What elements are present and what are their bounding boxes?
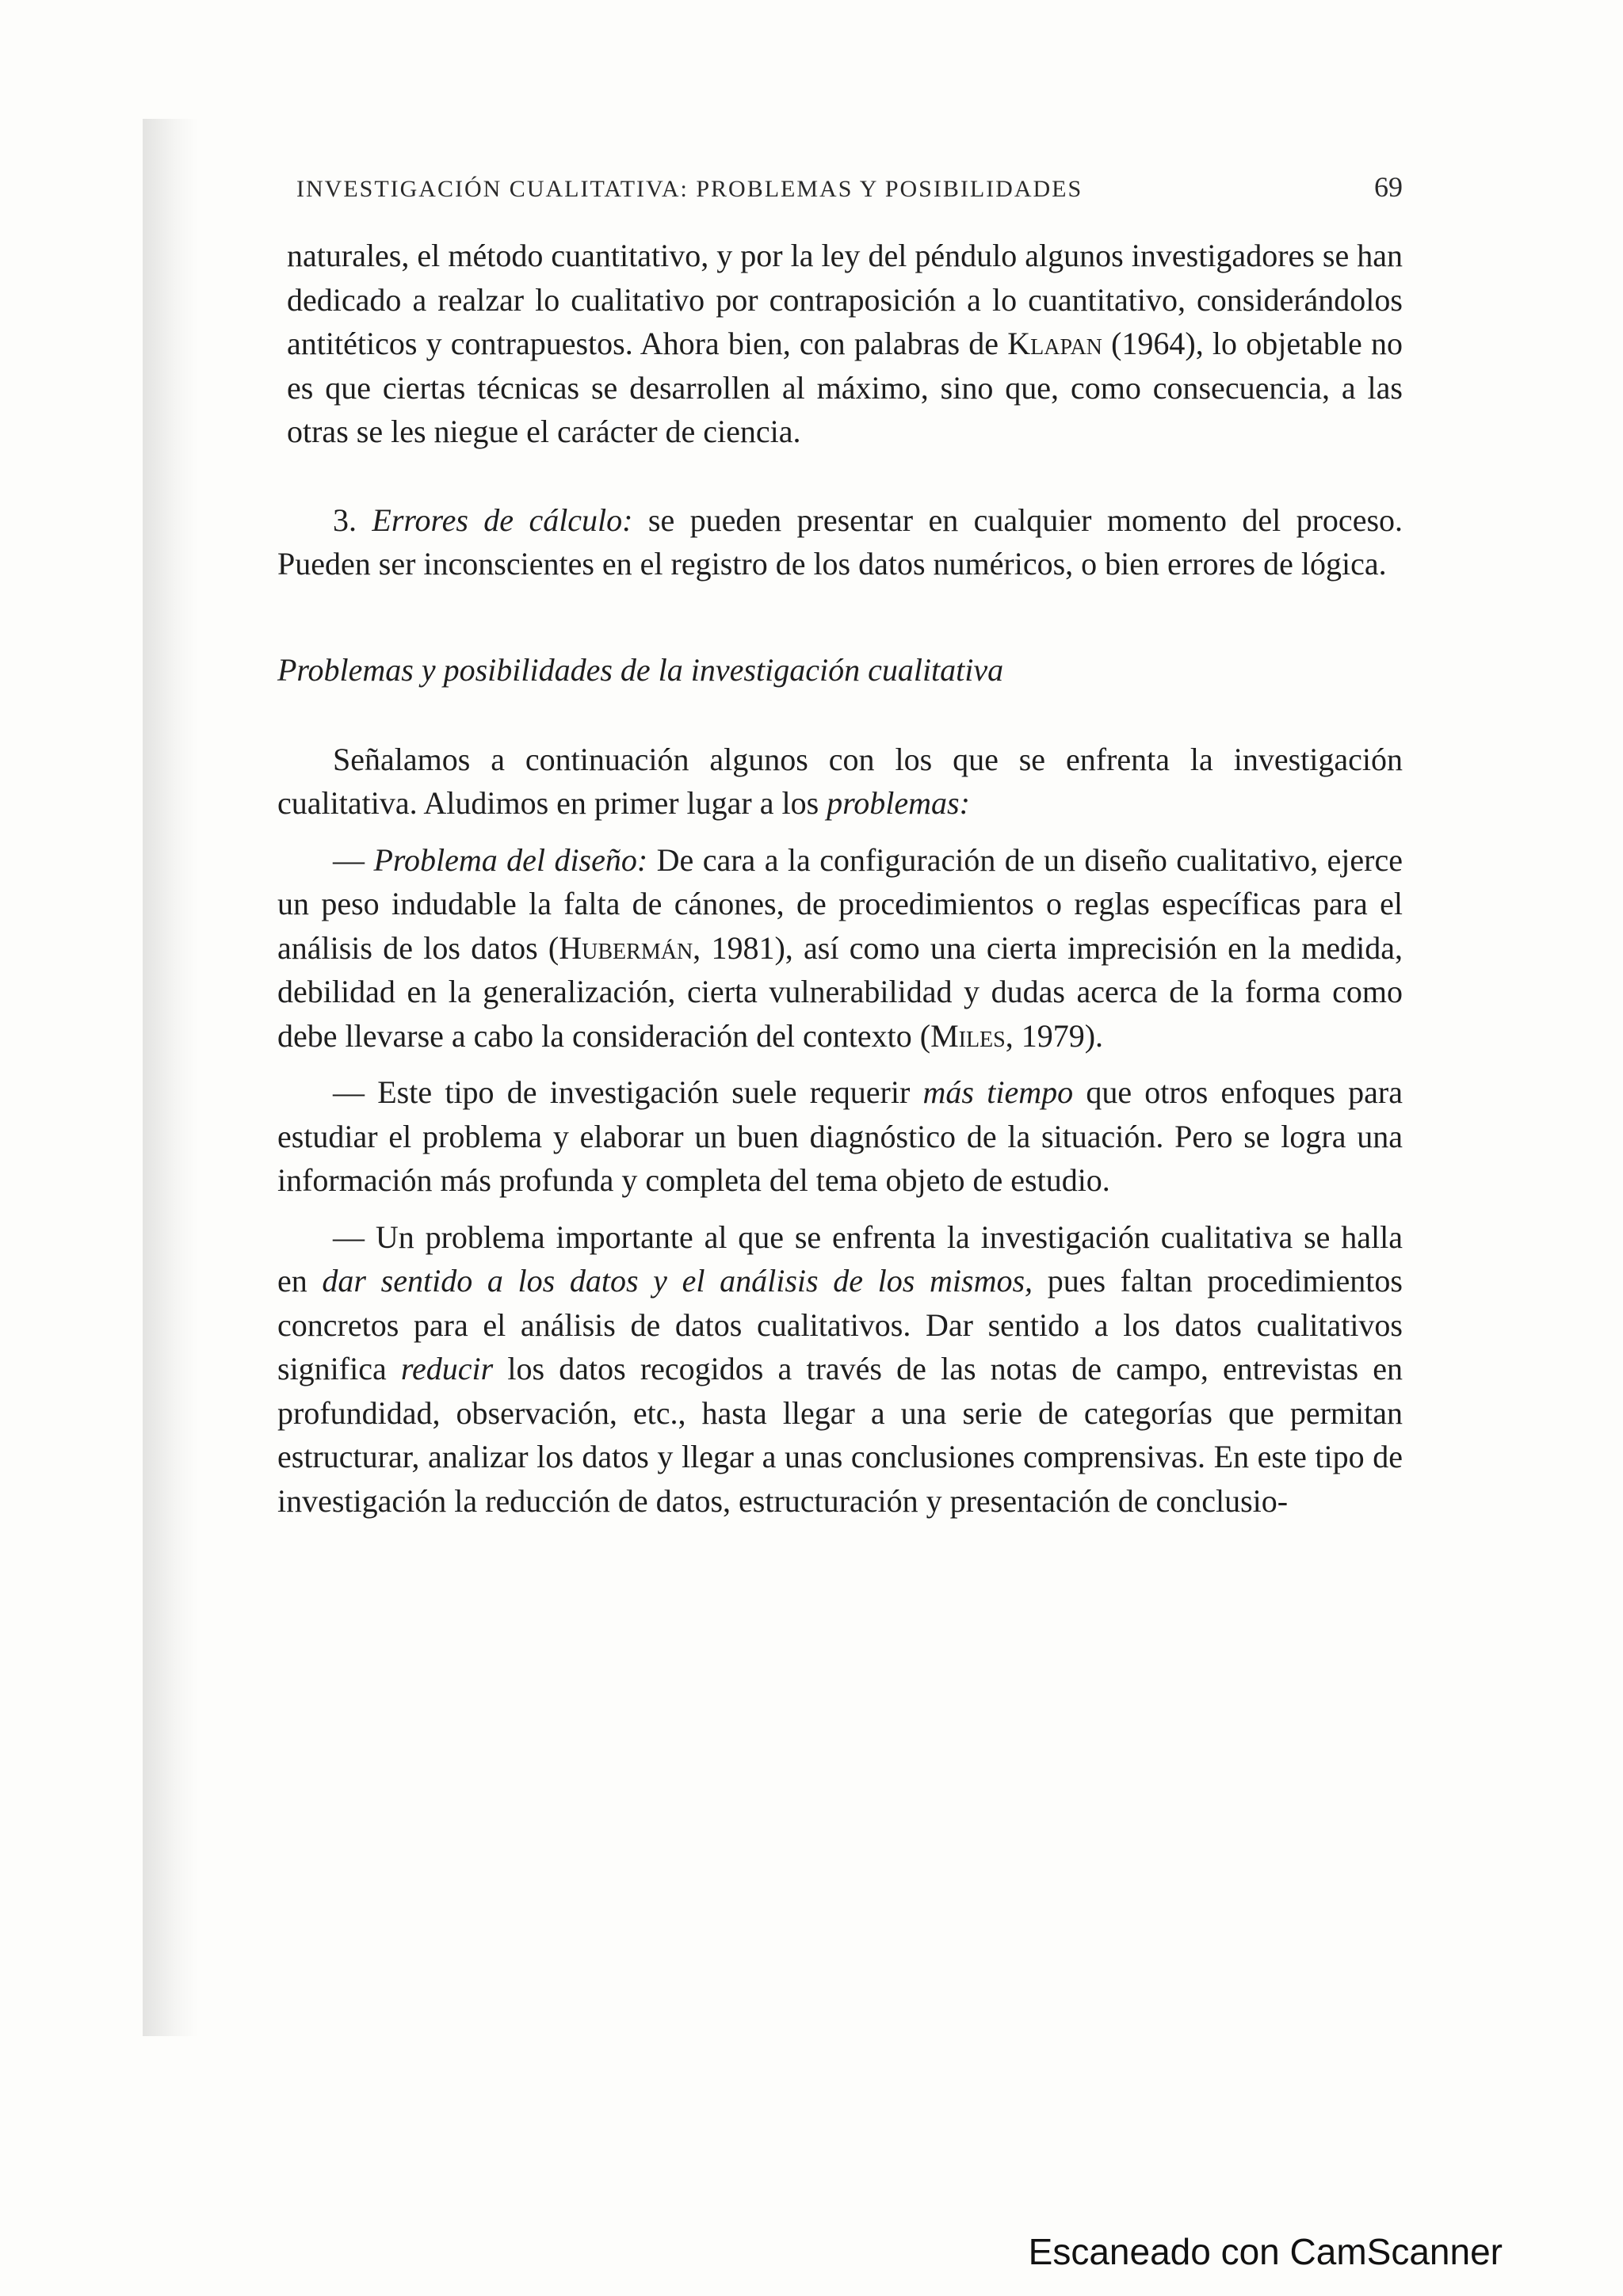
author-citation: Klapan — [1007, 326, 1102, 361]
dash-item-data-meaning — [277, 1215, 1403, 1524]
paragraph-text: (1964), lo objetable no es que ciertas técnicas se desarrollen al máximo, sino que, como consecuencia, a las otras se les niegue el carácter de ciencia. — [287, 326, 1403, 449]
running-header-title: INVESTIGACIÓN CUALITATIVA: PROBLEMAS Y POSIBILIDADES — [296, 176, 1083, 202]
emphasis-text: más tiempo — [922, 1074, 1074, 1110]
emphasis-text: problemas: — [827, 785, 970, 821]
item-label: Errores de cálculo: — [372, 502, 633, 538]
paragraph-text: De cara a la configuración de un diseño cualitativo, ejerce un peso indudable la falta de cánones, de procedimientos o reglas específicas para el análisis de los datos ( — [277, 841, 1403, 966]
paragraph-text: que otros enfoques para estudiar el problema y elaborar un buen diagnóstico de la situación. Pero se logra una información más profunda y completa del tema objeto de estudio. — [277, 1074, 1403, 1198]
page-text-block — [277, 170, 1403, 1523]
running-header — [296, 170, 1403, 204]
paragraph-text: , 1981), así como una cierta imprecisión en la medida, debilidad en la generalización, cierta vulnerabilidad y dudas acerca de la forma como debe llevarse a cabo la consideración del contexto ( — [277, 929, 1403, 1054]
em-dash: — — [333, 1219, 376, 1255]
paragraph-text: Este tipo de investigación suele requerir — [377, 1074, 923, 1110]
dash-item-design-problem — [277, 838, 1403, 1058]
paragraph-text: pues faltan procedimientos concretos para el análisis de datos cualitativos. Dar sentido a los datos cualitativos significa — [277, 1263, 1403, 1386]
list-number: 3. — [333, 502, 357, 538]
section-heading: Problemas y posibilidades de la investigación cualitativa — [277, 651, 1004, 688]
em-dash: — — [333, 841, 374, 878]
author-citation: Miles — [930, 1017, 1006, 1054]
paragraph-text: los datos recogidos a través de las notas de campo, entrevistas en profundidad, observación, etc., hasta llegar a una serie de categorías que permitan estructurar, analizar los datos y llegar a unas conclusiones comprensivas. En este tipo de investigación la reducción de datos, estructuración y presentación de conclusio- — [277, 1351, 1403, 1519]
paragraph-text: naturales, el método cuantitativo, y por la ley del péndulo algunos investigadores se han dedicado a realzar lo cualitativo por contraposición a lo cuantitativo, considerándolos antitéticos y contrapuestos. Ahora bien, con palabras de — [287, 238, 1403, 361]
intro-paragraph — [277, 738, 1403, 826]
page-number: 69 — [1374, 171, 1403, 203]
page-gutter-shadow — [143, 119, 198, 2036]
numbered-paragraph — [277, 498, 1403, 586]
paragraph-text: Señalamos a continuación algunos con los que se enfrenta la investigación cualitativa. Aludimos en primer lugar a los — [277, 741, 1403, 821]
em-dash: — — [333, 1074, 378, 1110]
paragraph-text: se pueden presentar en cualquier momento del proceso. Pueden ser inconscientes en el registro de los datos numéricos, o bien errores de lógica. — [277, 502, 1403, 582]
paragraph-text: Un problema importante al que se enfrenta la investigación cualitativa se halla en — [277, 1219, 1403, 1299]
camscanner-watermark: Escaneado con CamScanner — [1028, 2231, 1503, 2272]
item-label: Problema del diseño: — [373, 841, 648, 878]
paragraph-text: , 1979). — [1005, 1017, 1104, 1054]
emphasis-text: reducir — [400, 1351, 494, 1386]
paragraph-continuation — [287, 234, 1403, 454]
emphasis-text: dar sentido a los datos y el análisis de los mismos, — [322, 1263, 1033, 1299]
author-citation: Hubermán — [559, 929, 693, 966]
dash-item-more-time — [277, 1070, 1403, 1203]
